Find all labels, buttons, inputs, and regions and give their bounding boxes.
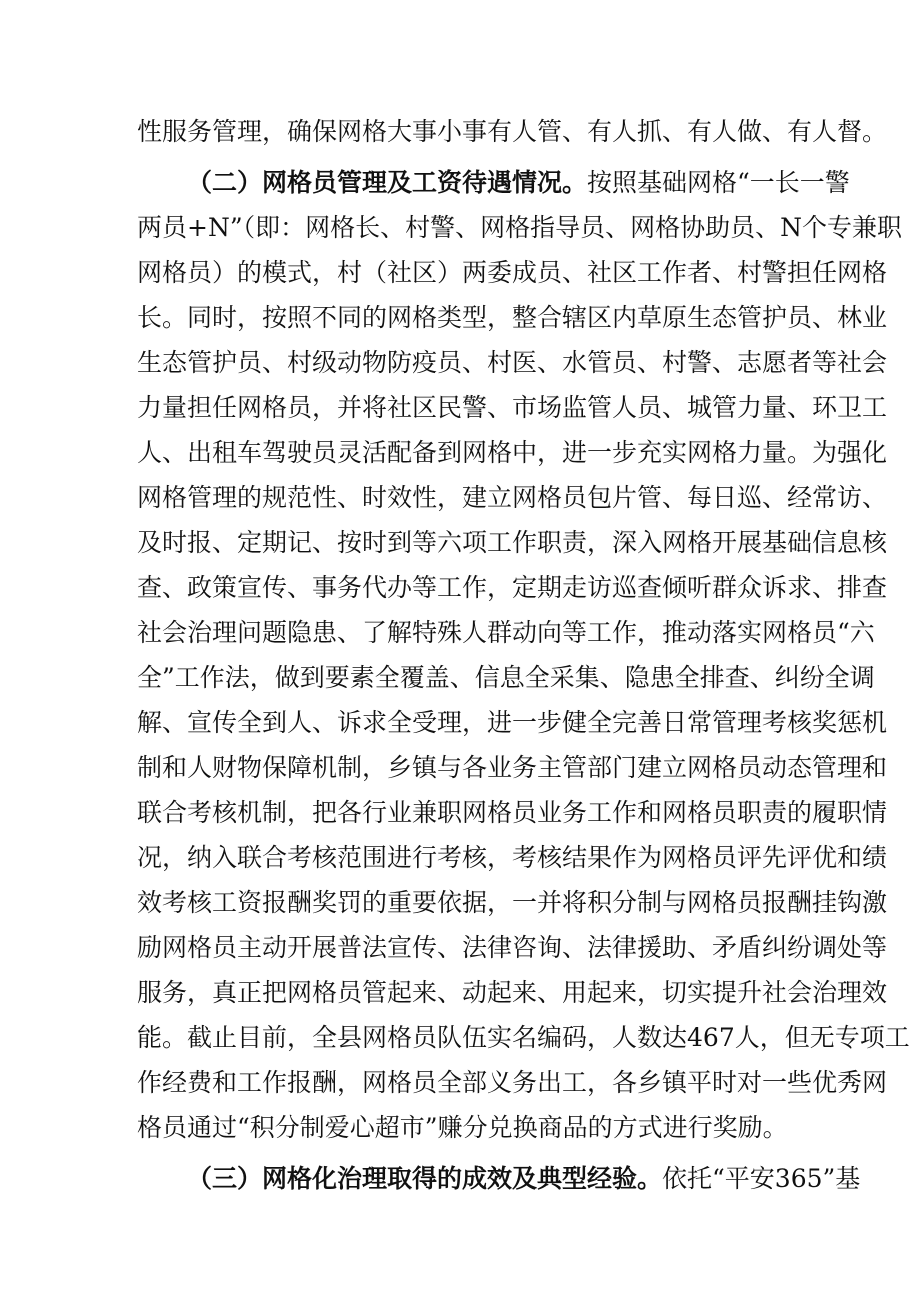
paragraph-2-line-1-text: 按照基础网格“一长一警 bbox=[587, 168, 850, 197]
paragraph-2-line-3: 网格员）的模式，村（社区）两委成员、社区工作者、村警担任网格 bbox=[137, 258, 888, 287]
paragraph-2-line-12: 全”工作法，做到要素全覆盖、信息全采集、隐患全排查、纠纷全调 bbox=[137, 663, 875, 692]
paragraph-3-line-1 bbox=[187, 1162, 861, 1196]
paragraph-2-line-22: 格员通过“积分制爱心超市”赚分兑换商品的方式进行奖励。 bbox=[137, 1113, 788, 1142]
section-heading-3: （三）网格化治理取得的成效及典型经验。 bbox=[187, 1164, 663, 1193]
paragraph-2-line-2: 两员+N”（即：网格长、村警、网格指导员、网格协助员、N个专兼职 bbox=[137, 213, 902, 242]
paragraph-2-line-19: 服务，真正把网格员管起来、动起来、用起来，切实提升社会治理效 bbox=[137, 978, 888, 1007]
paragraph-2-line-6: 力量担任网格员，并将社区民警、市场监管人员、城管力量、环卫工 bbox=[137, 393, 888, 422]
paragraph-2-line-8: 网格管理的规范性、时效性，建立网格员包片管、每日巡、经常访、 bbox=[137, 483, 888, 512]
paragraph-2-line-5: 生态管护员、村级动物防疫员、村医、水管员、村警、志愿者等社会 bbox=[137, 348, 888, 377]
paragraph-2-line-11: 社会治理问题隐患、了解特殊人群动向等工作，推动落实网格员“六 bbox=[137, 618, 875, 647]
paragraph-2-line-21: 作经费和工作报酬，网格员全部义务出工，各乡镇平时对一些优秀网 bbox=[137, 1068, 888, 1097]
paragraph-2-line-20: 能。截止目前，全县网格员队伍实名编码，人数达467人，但无专项工 bbox=[137, 1023, 910, 1052]
paragraph-2-line-7: 人、出租车驾驶员灵活配备到网格中，进一步充实网格力量。为强化 bbox=[137, 438, 888, 467]
section-heading-2: （二）网格员管理及工资待遇情况。 bbox=[187, 168, 588, 197]
paragraph-2-line-1 bbox=[187, 166, 850, 200]
paragraph-2-line-17: 效考核工资报酬奖罚的重要依据，一并将积分制与网格员报酬挂钩激 bbox=[137, 888, 888, 917]
paragraph-2-line-13: 解、宣传全到人、诉求全受理，进一步健全完善日常管理考核奖惩机 bbox=[137, 708, 888, 737]
paragraph-2-line-14: 制和人财物保障机制，乡镇与各业务主管部门建立网格员动态管理和 bbox=[137, 753, 888, 782]
paragraph-2-line-9: 及时报、定期记、按时到等六项工作职责，深入网格开展基础信息核 bbox=[137, 528, 888, 557]
paragraph-2-line-18: 励网格员主动开展普法宣传、法律咨询、法律援助、矛盾纠纷调处等 bbox=[137, 933, 888, 962]
paragraph-2-line-15: 联合考核机制，把各行业兼职网格员业务工作和网格员职责的履职情 bbox=[137, 798, 888, 827]
paragraph-1-line-1: 性服务管理，确保网格大事小事有人管、有人抓、有人做、有人督。 bbox=[137, 117, 888, 146]
paragraph-2-line-10: 查、政策宣传、事务代办等工作，定期走访巡查倾听群众诉求、排查 bbox=[137, 573, 888, 602]
paragraph-2-line-4: 长。同时，按照不同的网格类型，整合辖区内草原生态管护员、林业 bbox=[137, 303, 888, 332]
paragraph-3-line-1-text: 依托“平安365”基 bbox=[662, 1164, 861, 1193]
paragraph-2-line-16: 况，纳入联合考核范围进行考核，考核结果作为网格员评先评优和绩 bbox=[137, 843, 888, 872]
